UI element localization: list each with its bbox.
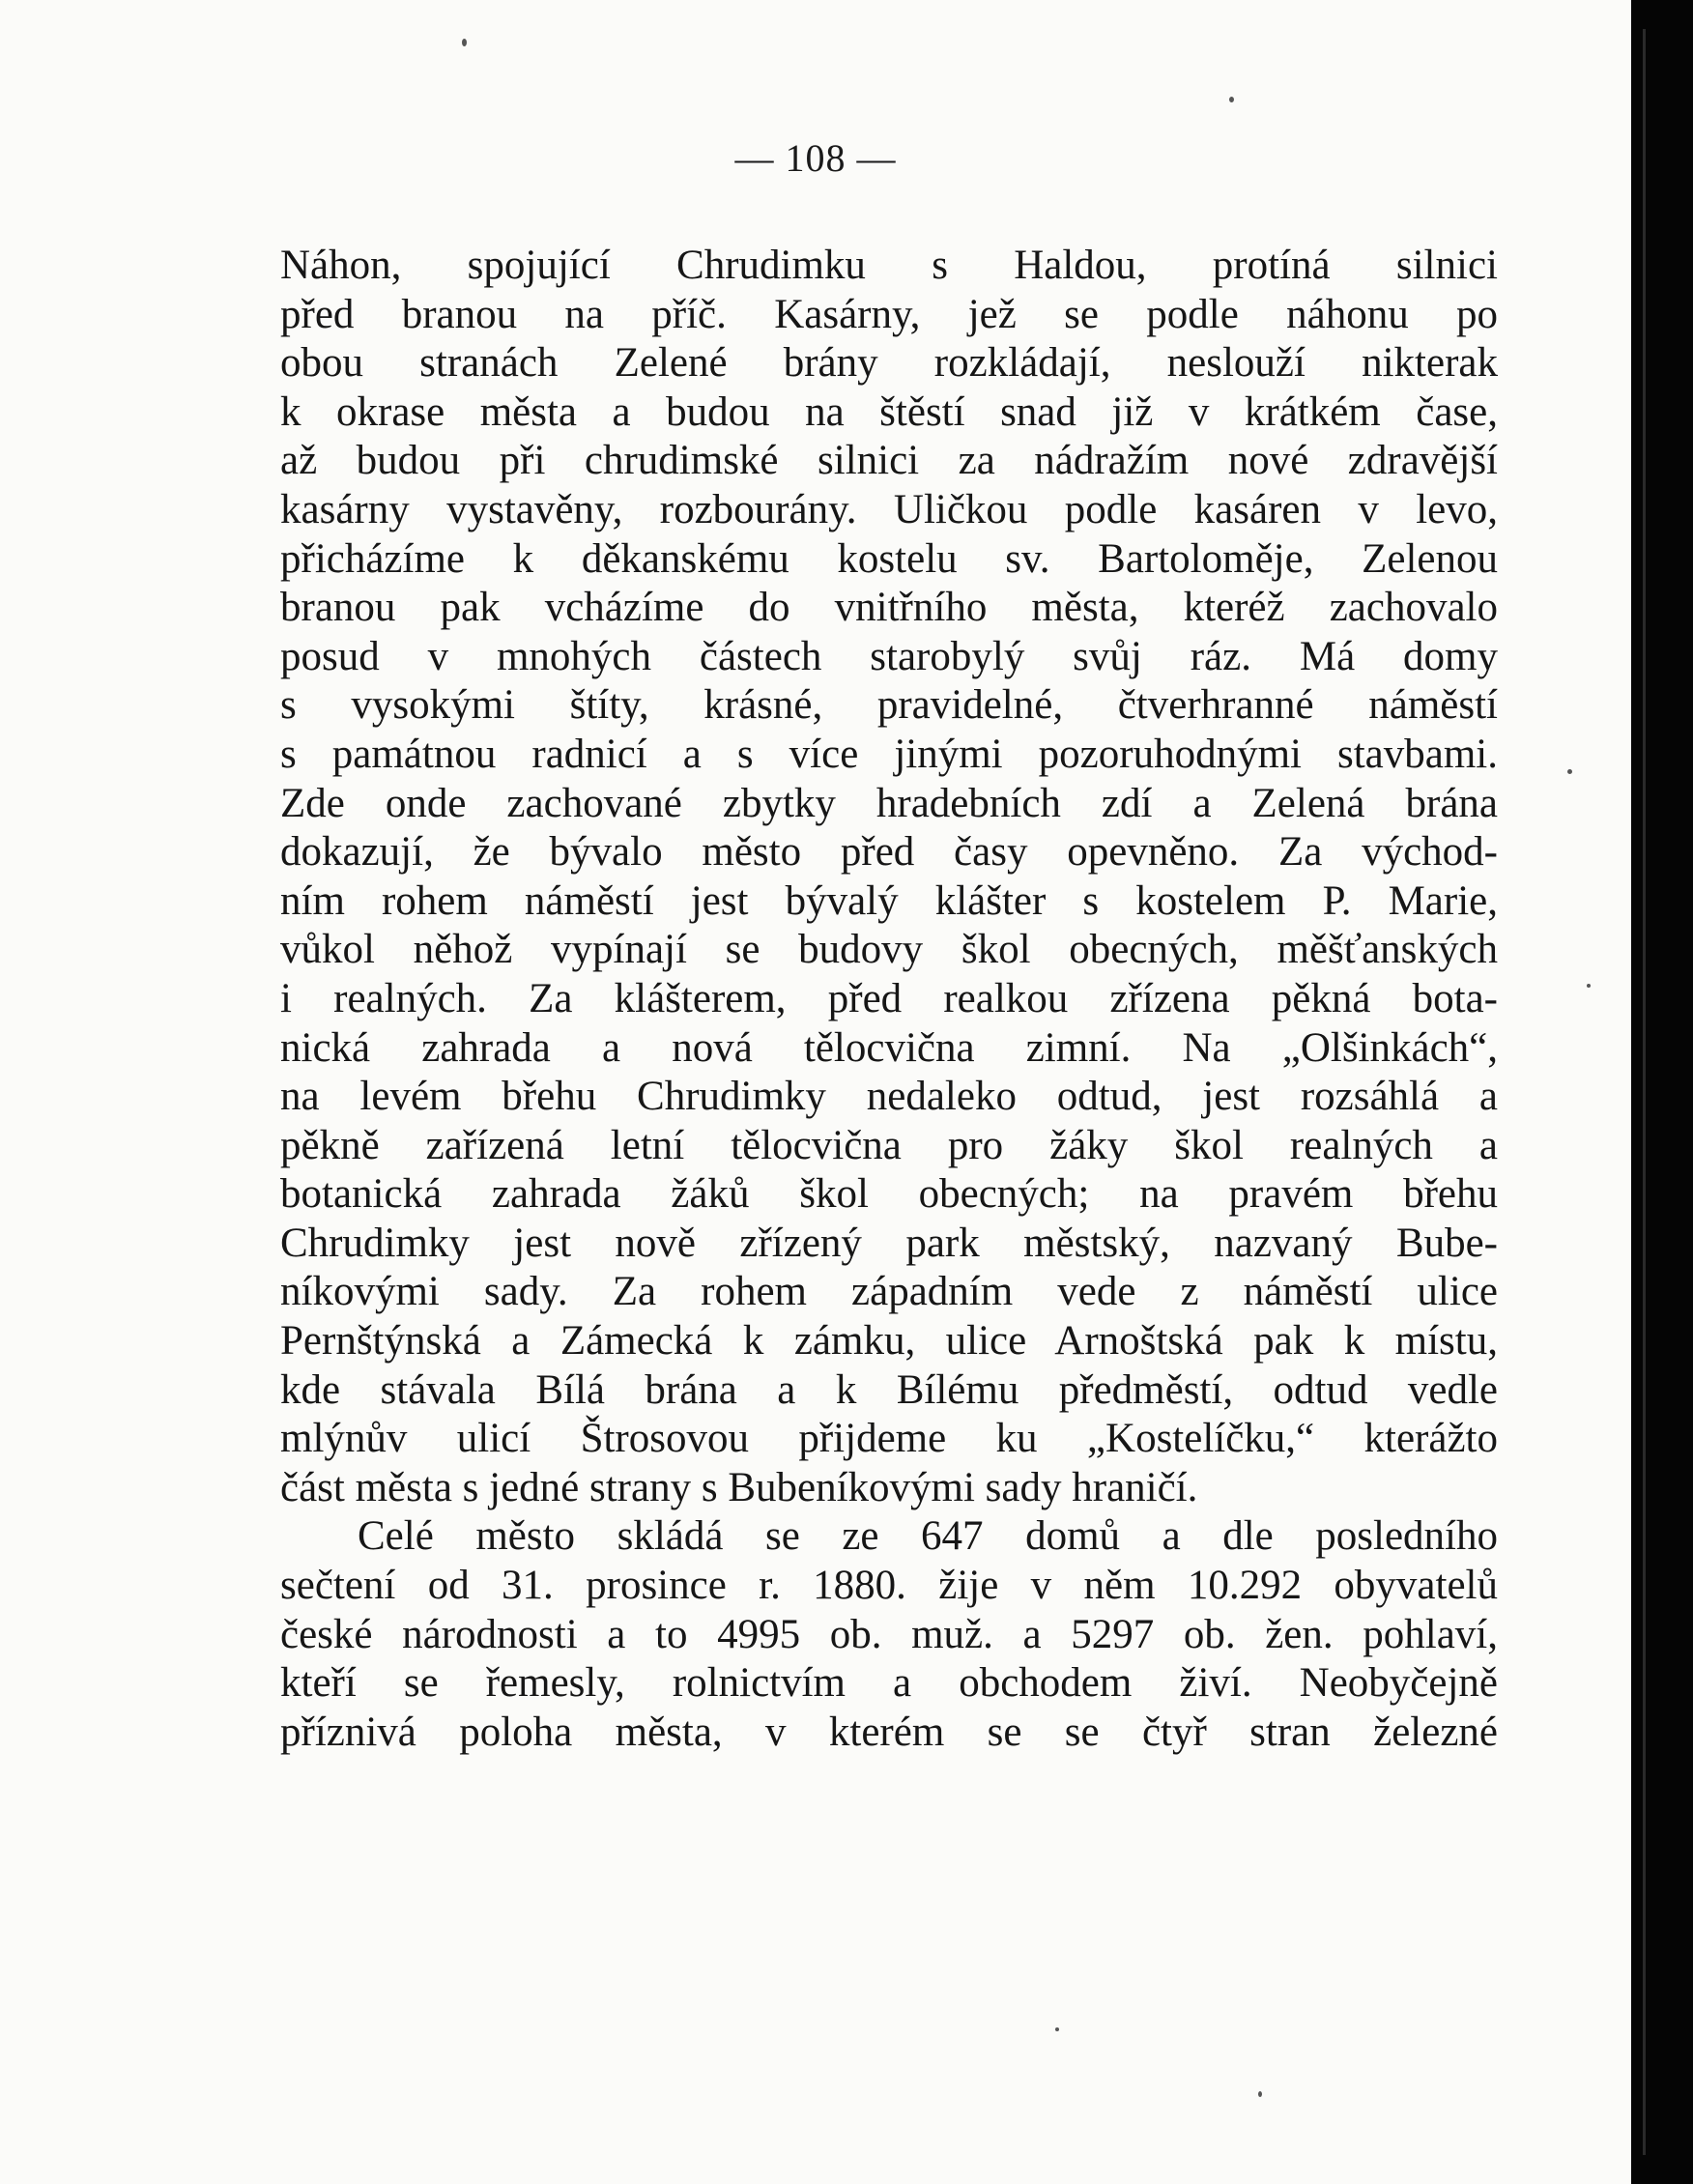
text-line: příznivá poloha města, v kterém se se čtyř stran železné <box>280 1709 1498 1755</box>
text-line: branou pak vcházíme do vnitřního města, kteréž zachovalo <box>280 585 1498 631</box>
text-line: obou stranách Zelené brány rozkládají, neslouží nikterak <box>280 340 1498 387</box>
text-line: sečtení od 31. prosince r. 1880. žije v něm 10.292 obyvatelů <box>280 1563 1498 1609</box>
text-line: přicházíme k děkanskému kostelu sv. Bartoloměje, Zelenou <box>280 535 1498 582</box>
text-line: níkovými sady. Za rohem západním vede z náměstí ulice <box>280 1269 1498 1315</box>
text-line: kde stávala Bílá brána a k Bílému předměstí, odtud vedle <box>280 1366 1498 1413</box>
text-line: Celé město skládá se ze 647 domů a dle posledního <box>358 1513 1498 1560</box>
text-line: dokazují, že bývalo město před časy opevněno. Za východ- <box>280 829 1498 876</box>
text-line: kteří se řemesly, rolnictvím a obchodem živí. Neobyčejně <box>280 1660 1498 1707</box>
scan-speck <box>462 39 467 46</box>
scan-speck <box>1258 2091 1262 2097</box>
text-line: pěkně zařízená letní tělocvična pro žáky škol realných a <box>280 1122 1498 1168</box>
paragraph-2 <box>280 1512 1498 1757</box>
scan-speck <box>1587 984 1591 988</box>
text-line: Pernštýnská a Zámecká k zámku, ulice Arnoštská pak k místu, <box>280 1318 1498 1365</box>
body-text <box>280 242 1498 1757</box>
scan-speck <box>1055 2027 1059 2031</box>
text-line: nická zahrada a nová tělocvična zimní. Na „Olšinkách“, <box>280 1024 1498 1071</box>
text-line: ním rohem náměstí jest bývalý klášter s kostelem P. Marie, <box>280 877 1498 924</box>
text-line: botanická zahrada žáků škol obecných; na pravém břehu <box>280 1171 1498 1218</box>
text-line: kasárny vystavěny, rozbourány. Uličkou podle kasáren v levo, <box>280 486 1498 532</box>
text-line: Zde onde zachované zbytky hradebních zdí a Zelená brána <box>280 780 1498 826</box>
scan-speck <box>1229 97 1234 102</box>
text-line: k okrase města a budou na štěstí snad již v krátkém čase, <box>280 388 1498 435</box>
page-number: — 108 — <box>734 136 897 180</box>
text-line: s vysokými štíty, krásné, pravidelné, čtverhranné náměstí <box>280 682 1498 729</box>
text-line: i realných. Za klášterem, před realkou zřízena pěkná bota- <box>280 975 1498 1021</box>
text-line: posud v mnohých částech starobylý svůj ráz. Má domy <box>280 633 1498 679</box>
text-line: část města s jedné strany s Bubeníkovými sady hraničí. <box>280 1464 1198 1510</box>
paragraph-1 <box>280 242 1498 1512</box>
scan-speck <box>1567 769 1572 774</box>
scan-edge <box>1631 0 1693 2184</box>
text-line: Chrudimky jest nově zřízený park městský, nazvaný Bube- <box>280 1220 1498 1266</box>
text-line: na levém břehu Chrudimky nedaleko odtud, jest rozsáhlá a <box>280 1074 1498 1120</box>
text-line: české národnosti a to 4995 ob. muž. a 5297 ob. žen. pohlaví, <box>280 1611 1498 1657</box>
text-line: až budou při chrudimské silnici za nádražím nové zdravější <box>280 438 1498 484</box>
text-line: mlýnův ulicí Štrosovou přijdeme ku „Kostelíčku,“ kterážto <box>280 1416 1498 1462</box>
text-line: s památnou radnicí a s více jinými pozoruhodnými stavbami. <box>280 731 1498 777</box>
text-line: vůkol něhož vypínají se budovy škol obecných, měšťanských <box>280 927 1498 973</box>
text-line: Náhon, spojující Chrudimku s Haldou, protíná silnici <box>280 243 1498 288</box>
text-line: před branou na příč. Kasárny, jež se podle náhonu po <box>280 291 1498 337</box>
